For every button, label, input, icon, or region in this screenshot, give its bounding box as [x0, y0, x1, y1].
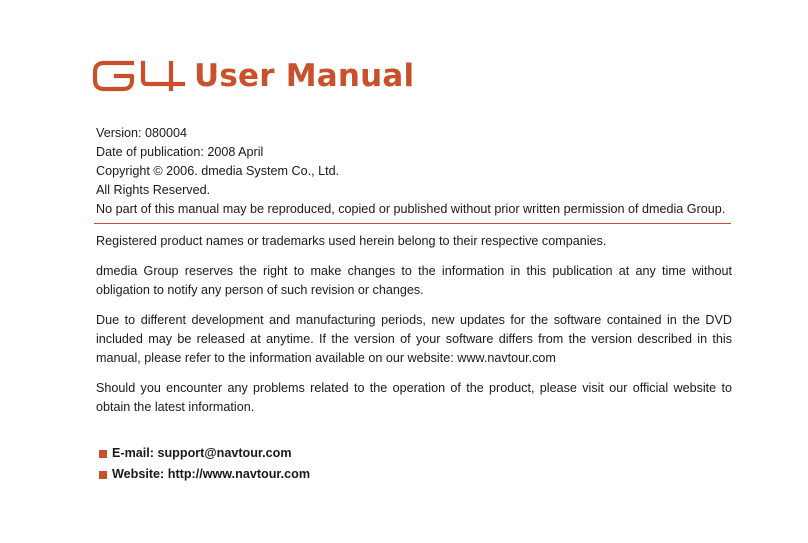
reproduction-notice: No part of this manual may be reproduced, copied or published without prior written permission of dmedia Group.: [96, 202, 726, 216]
email-contact: [99, 443, 310, 464]
copyright-line: Copyright © 2006. dmedia System Co., Ltd.: [96, 164, 340, 178]
document-header: [92, 58, 414, 94]
publication-info: [96, 124, 732, 219]
email-text[interactable]: E-mail: support@navtour.com: [112, 446, 292, 460]
changes-paragraph: dmedia Group reserves the right to make changes to the information in this publication at any time without obligation to notify any person of such revision or changes.: [96, 264, 732, 297]
website-text[interactable]: Website: http://www.navtour.com: [112, 467, 311, 481]
publication-date-line: Date of publication: 2008 April: [96, 145, 264, 159]
version-line: Version: 080004: [96, 126, 188, 140]
disclaimer-body: [96, 232, 732, 428]
trademark-paragraph: Registered product names or trademarks used herein belong to their respective companies.: [96, 234, 607, 248]
section-divider: [94, 223, 731, 224]
square-bullet-icon: [99, 471, 107, 479]
software-updates-paragraph: Due to different development and manufacturing periods, new updates for the software contained in the DVD included may be released at anytime. If the version of your software differs from the version described in this manual, please refer to the information available on our website: www.navtour.com: [96, 313, 732, 365]
support-paragraph: Should you encounter any problems related to the operation of the product, please visit our official website to obtain the latest information.: [96, 381, 732, 414]
rights-line: All Rights Reserved.: [96, 183, 211, 197]
contact-list: [99, 443, 310, 485]
website-contact: [99, 464, 310, 485]
document-title: User Manual: [194, 58, 415, 94]
square-bullet-icon: [99, 450, 107, 458]
g4-logo-icon: [92, 59, 186, 93]
